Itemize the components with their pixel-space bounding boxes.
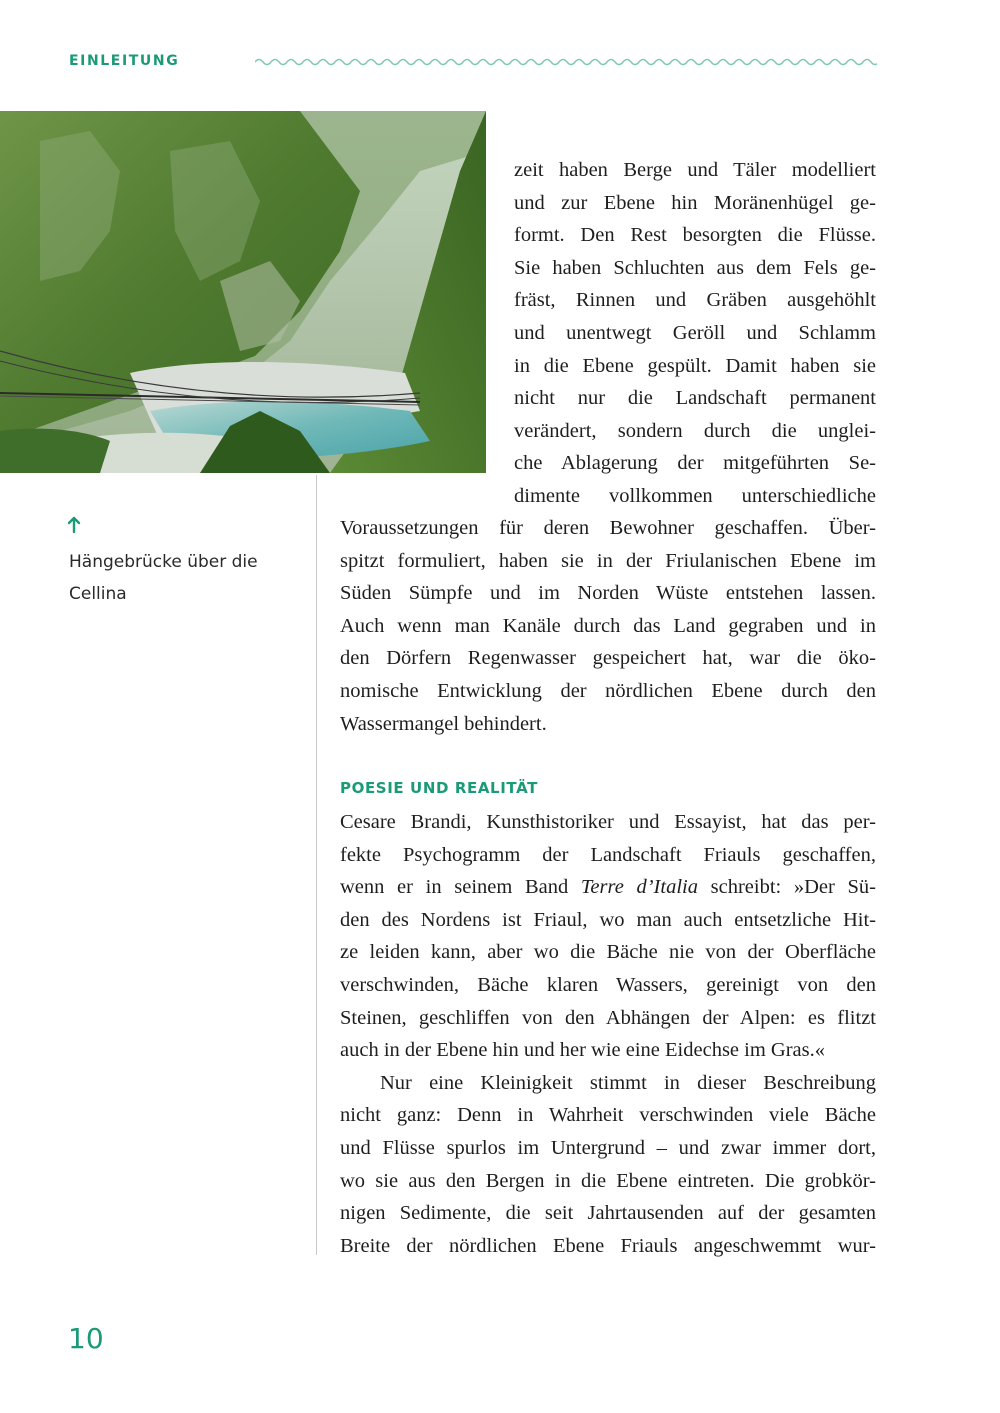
- text-line: und Flüsse spurlos im Untergrund – und zwar immer dort,: [340, 1136, 876, 1159]
- text-line: dimente vollkommen unterschiedliche: [514, 484, 876, 507]
- text-line: verschwinden, Bäche klaren Wassers, gereinigt von den: [340, 973, 876, 996]
- book-title: Terre d’Italia: [580, 876, 698, 899]
- text-line: nicht nur die Landschaft permanent: [514, 387, 876, 410]
- text-fragment: schreibt: »Der Sü-: [697, 876, 876, 899]
- text-line-with-title: [340, 871, 876, 904]
- text-line: nigen Sedimente, die seit Jahrtausenden auf der gesamten: [340, 1202, 876, 1225]
- text-line: che Ablagerung der mitgeführten Se-: [514, 452, 876, 475]
- text-line: den Dörfern Regenwasser gespeichert hat, war die öko-: [340, 647, 876, 670]
- text-fragment: wenn er in seinem Band: [340, 876, 581, 899]
- text-line: wo sie aus den Bergen in die Ebene eintreten. Die grobkör-: [340, 1169, 876, 1192]
- body-text-block-1: [514, 154, 876, 513]
- text-line: den des Nordens ist Friaul, wo man auch entsetzliche Hit-: [340, 908, 876, 931]
- text-line: Wassermangel behindert.: [340, 712, 547, 735]
- text-line: Sie haben Schluchten aus dem Fels ge-: [514, 256, 876, 279]
- text-line: Auch wenn man Kanäle durch das Land gegraben und in: [340, 614, 876, 637]
- text-line: ze leiden kann, aber wo die Bäche nie von der Oberfläche: [340, 941, 876, 964]
- text-line: auch in der Ebene hin und her wie eine Eidechse im Gras.«: [340, 1039, 825, 1062]
- text-line: nomische Entwicklung der nördlichen Ebene durch den: [340, 679, 876, 702]
- text-line: spitzt formuliert, haben sie in der Friulanischen Ebene im: [340, 549, 876, 572]
- text-line: Voraussetzungen für deren Bewohner geschaffen. Über-: [340, 517, 876, 539]
- column-divider: [316, 475, 317, 1255]
- wave-ornament: [255, 54, 877, 70]
- body-text-block-2: [340, 512, 876, 740]
- text-line: in die Ebene gespült. Damit haben sie: [514, 354, 876, 377]
- text-line: und zur Ebene hin Moränenhügel ge-: [514, 191, 876, 214]
- section-heading: POESIE UND REALITÄT: [340, 779, 538, 797]
- text-line: Cesare Brandi, Kunsthistoriker und Essayist, hat das per-: [340, 811, 876, 833]
- text-line: fräst, Rinnen und Gräben ausgehöhlt: [514, 289, 876, 312]
- text-line: verändert, sondern durch die unglei-: [514, 419, 876, 442]
- text-line: nicht ganz: Denn in Wahrheit verschwinden viele Bäche: [340, 1104, 876, 1127]
- text-line: Süden Sümpfe und im Norden Wüste entstehen lassen.: [340, 582, 876, 605]
- text-line: und unentwegt Geröll und Schlamm: [514, 321, 876, 344]
- body-text-block-3: [340, 806, 876, 1262]
- caption-line: Cellina: [69, 584, 127, 604]
- text-line: fekte Psychogramm der Landschaft Friauls geschaffen,: [340, 843, 876, 866]
- photo-suspension-bridge: [0, 111, 486, 473]
- caption-line: Hängebrücke über die: [69, 552, 258, 572]
- photo-caption: [69, 546, 299, 610]
- text-line: Breite der nördlichen Ebene Friauls angeschwemmt wur-: [340, 1234, 876, 1257]
- text-line: formt. Den Rest besorgten die Flüsse.: [514, 224, 876, 247]
- page-number: 10: [68, 1322, 104, 1355]
- arrow-up-icon: [66, 516, 82, 534]
- text-line: zeit haben Berge und Täler modelliert: [514, 159, 876, 181]
- text-line: Nur eine Kleinigkeit stimmt in dieser Beschreibung: [380, 1071, 876, 1094]
- text-line: Steinen, geschliffen von den Abhängen der Alpen: es flitzt: [340, 1006, 876, 1029]
- section-label: EINLEITUNG: [69, 53, 180, 69]
